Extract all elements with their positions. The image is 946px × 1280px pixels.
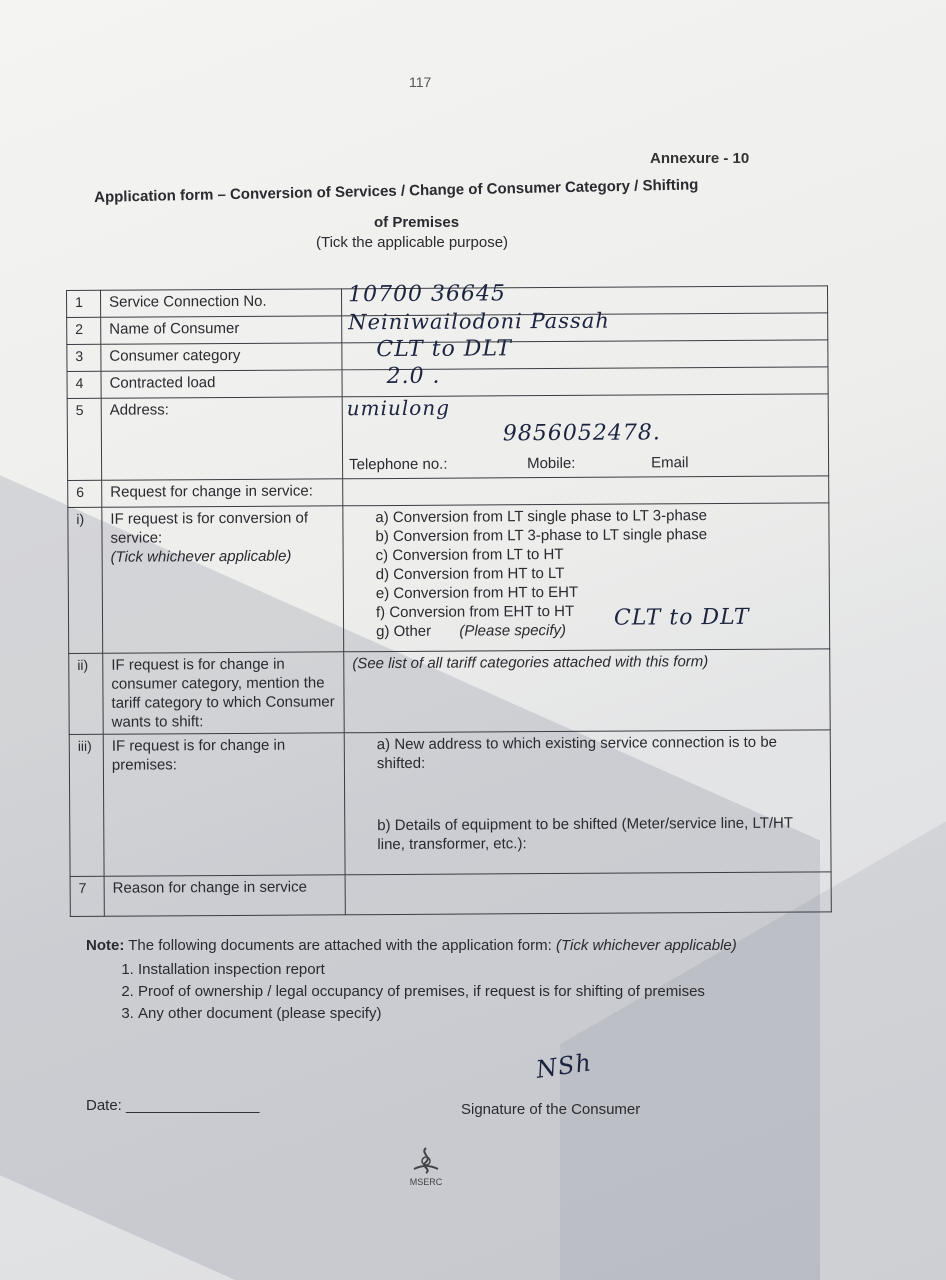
- date-field[interactable]: Date: ________________: [86, 1097, 260, 1114]
- address-value: umiulong: [346, 395, 451, 421]
- contracted-load-field[interactable]: [342, 363, 828, 397]
- other-option-label: g) Other: [376, 622, 432, 641]
- conversion-option[interactable]: c) Conversion from LT to HT: [375, 545, 564, 565]
- conversion-label: IF request is for conversion of service:: [110, 509, 309, 547]
- address-label: Address:: [101, 397, 342, 480]
- conversion-options: [343, 503, 830, 652]
- note-text: The following documents are attached with the application form:: [128, 937, 552, 954]
- premises-change-field[interactable]: [344, 730, 831, 875]
- row-reason: [70, 872, 831, 917]
- category-change-note: (See list of all tariff categories attached with this form): [344, 649, 830, 733]
- mobile-value: 9856052478.: [502, 420, 661, 447]
- contracted-load-value: 2.0 .: [386, 363, 441, 390]
- row-number: 3: [67, 344, 101, 371]
- conversion-hint: (Tick whichever applicable): [110, 547, 292, 566]
- service-connection-label: Service Connection No.: [101, 289, 342, 317]
- equipment-shift-label: b) Details of equipment to be shifted (Meter/service line, LT/HT line, transformer, etc.):: [377, 814, 793, 854]
- mobile-label: Mobile:: [527, 454, 576, 473]
- conversion-option-list: [351, 505, 821, 622]
- note-hint: (Tick whichever applicable): [555, 937, 737, 954]
- row-premises-change: [69, 730, 831, 877]
- logo-text: MSERC: [409, 1177, 443, 1187]
- form-title-line2: of Premises: [374, 214, 460, 231]
- conversion-option[interactable]: e) Conversion from HT to EHT: [375, 583, 579, 603]
- row-number: i): [68, 507, 103, 653]
- form-title: Application form – Conversion of Services / Change of Consumer Category / Shifting: [94, 176, 699, 206]
- annexure-label: Annexure - 10: [650, 150, 750, 167]
- row-number: 6: [68, 480, 102, 507]
- row-number: 4: [67, 371, 101, 398]
- row-number: ii): [69, 653, 103, 734]
- request-change-field: [343, 476, 829, 506]
- other-option-value: CLT to DLT: [613, 604, 750, 631]
- page-number: 117: [409, 74, 432, 90]
- consumer-signature: NSh: [534, 1048, 594, 1084]
- documents-note: [86, 935, 766, 1025]
- conversion-option[interactable]: a) Conversion from LT single phase to LT 3-phase: [375, 507, 708, 527]
- consumer-name-value: Neiniwailodoni Passah: [348, 308, 610, 335]
- row-number: iii): [69, 734, 104, 876]
- other-option-hint: (Please specify): [459, 621, 567, 640]
- document-item[interactable]: 1. Installation inspection report: [138, 959, 766, 981]
- row-address: [67, 394, 828, 481]
- contact-labels: [349, 452, 820, 474]
- telephone-label: Telephone no.:: [349, 455, 448, 474]
- category-change-label: IF request is for change in consumer category, mention the tariff category to which Consumer wants to shift:: [103, 652, 344, 734]
- reason-label: Reason for change in service: [104, 875, 345, 916]
- consumer-category-value: CLT to DLT: [376, 336, 512, 363]
- consumer-name-label: Name of Consumer: [101, 316, 342, 344]
- signature-label: Signature of the Consumer: [461, 1101, 641, 1118]
- reason-field[interactable]: [345, 872, 831, 915]
- conversion-option[interactable]: b) Conversion from LT 3-phase to LT single phase: [375, 526, 708, 546]
- conversion-option[interactable]: d) Conversion from HT to LT: [375, 564, 565, 584]
- consumer-category-label: Consumer category: [101, 343, 342, 371]
- documents-list: [112, 959, 766, 1025]
- new-address-label: a) New address to which existing service connection is to be shifted:: [376, 733, 778, 773]
- application-table: [66, 281, 832, 917]
- mserc-logo: [400, 1145, 452, 1187]
- row-conversion: [68, 503, 830, 654]
- document-item[interactable]: 3. Any other document (please specify): [138, 1003, 766, 1025]
- note-lead: Note:: [86, 937, 125, 954]
- row-number: 7: [70, 876, 104, 916]
- row-number: 2: [67, 317, 101, 344]
- premises-change-label: IF request is for change in premises:: [103, 733, 345, 876]
- service-connection-value: 10700 36645: [347, 281, 507, 308]
- row-number: 5: [67, 398, 102, 480]
- conversion-label-cell: [102, 506, 344, 653]
- contracted-load-label: Contracted load: [101, 370, 342, 398]
- conversion-option[interactable]: f) Conversion from EHT to HT: [375, 602, 575, 622]
- address-field[interactable]: [342, 394, 828, 479]
- document-item[interactable]: 2. Proof of ownership / legal occupancy of premises, if request is for shifting of premises: [138, 981, 766, 1003]
- request-change-label: Request for change in service:: [102, 479, 343, 507]
- row-category-change: [69, 649, 830, 735]
- mserc-emblem-icon: [406, 1145, 446, 1175]
- email-label: Email: [651, 454, 689, 472]
- form-title-note: (Tick the applicable purpose): [316, 234, 509, 251]
- row-number: 1: [67, 290, 101, 317]
